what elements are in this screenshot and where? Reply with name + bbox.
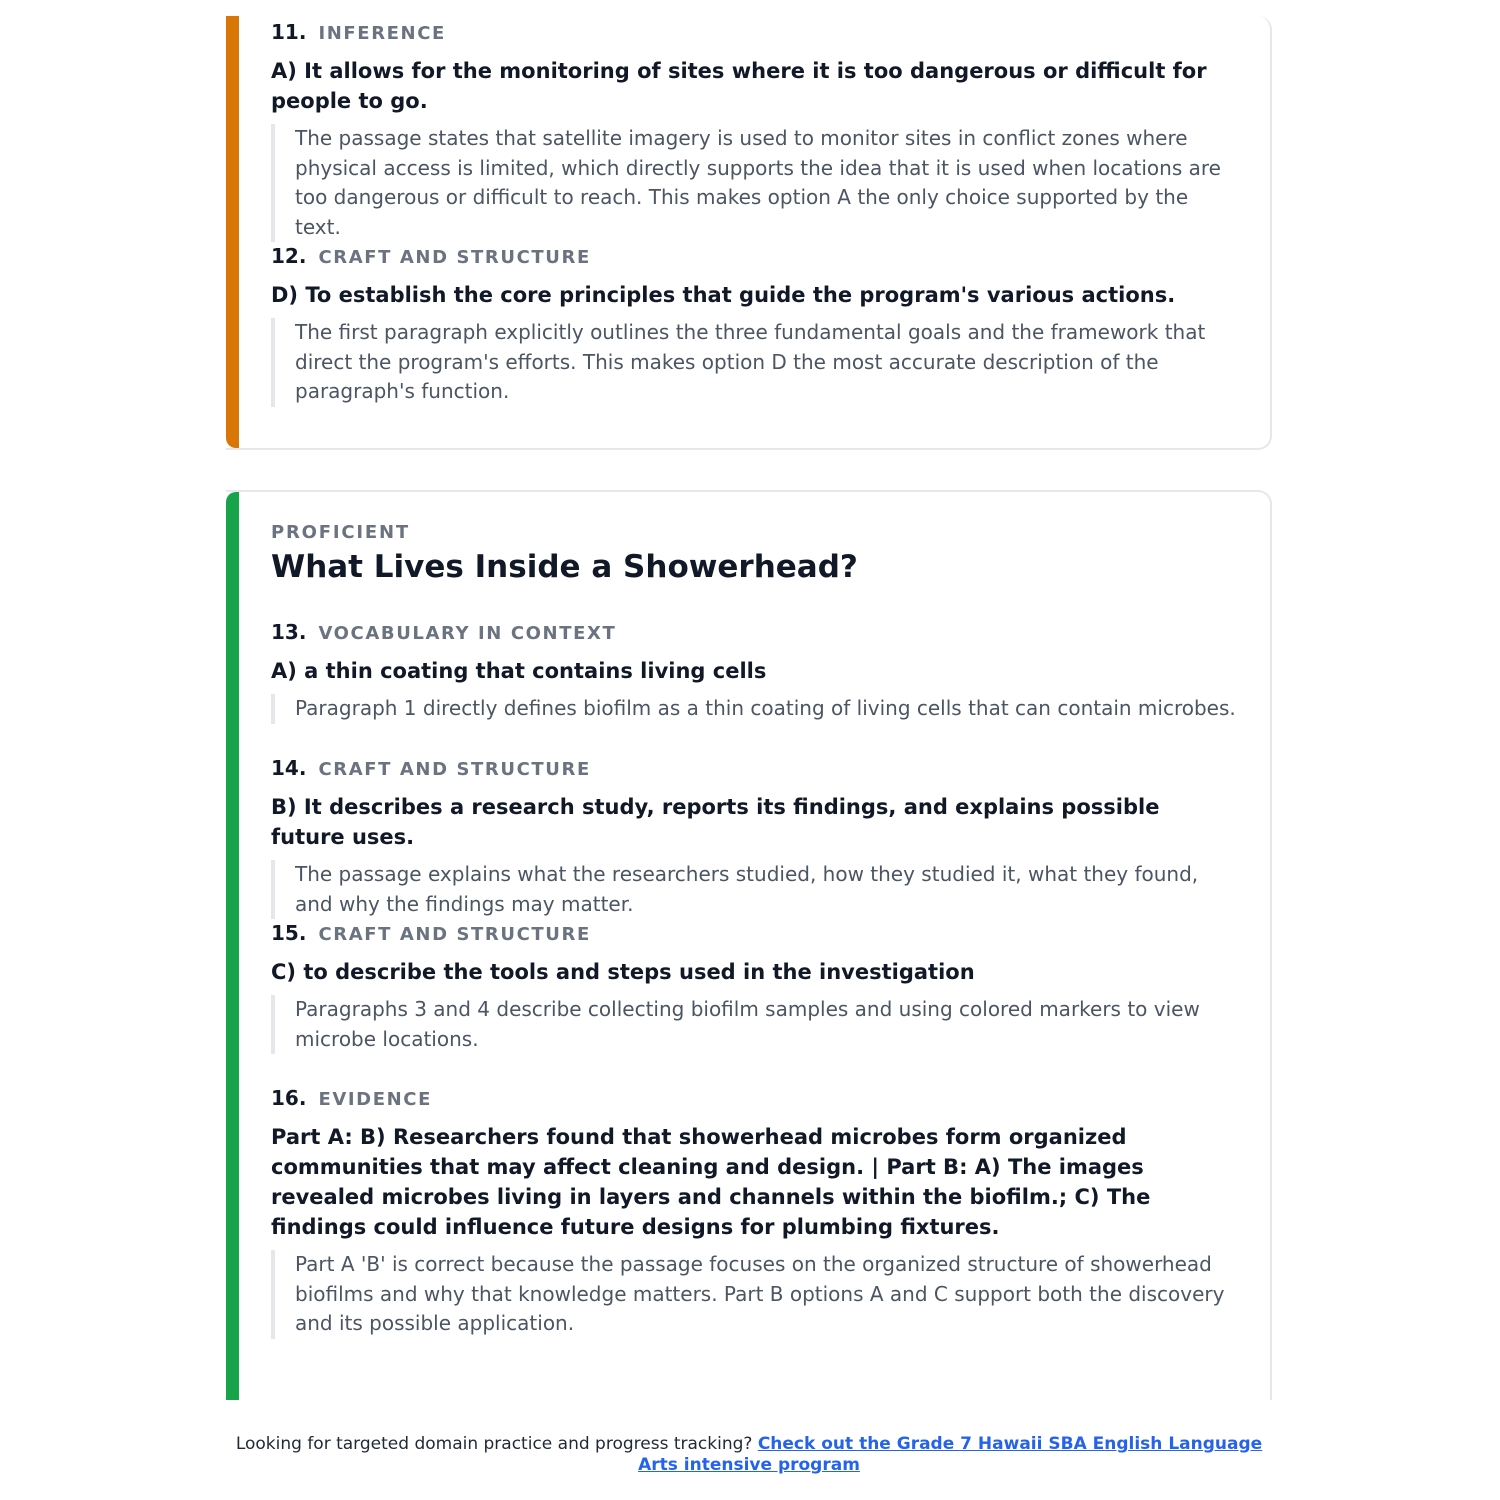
program-link[interactable]: Check out the Grade 7 Hawaii SBA English Language Arts intensive program <box>638 1434 1263 1475</box>
question-number: 12. <box>271 244 307 268</box>
question-item <box>271 244 1240 407</box>
results-card-inference <box>226 16 1272 450</box>
correct-answer: B) It describes a research study, reports its findings, and explains possible future uses. <box>271 795 1160 849</box>
question-domain: CRAFT AND STRUCTURE <box>318 247 591 268</box>
results-card-proficient <box>226 490 1272 1400</box>
section-accent-bar <box>226 16 239 448</box>
answer-explanation: Part A 'B' is correct because the passage focuses on the organized structure of showerhead biofilms and why that knowledge matters. Part B options A and C support both the discovery and its possible application. <box>271 1250 1240 1339</box>
correct-answer: Part A: B) Researchers found that showerhead microbes form organized communities that may affect cleaning and design. | Part B: A) The images revealed microbes living in layers and channels within the biofilm.; C) The findings could influence future designs for plumbing fixtures. <box>271 1125 1151 1239</box>
proficiency-level: PROFICIENT <box>271 522 410 543</box>
answer-explanation: The first paragraph explicitly outlines the three fundamental goals and the framework that direct the program's efforts. This makes option D the most accurate description of the paragraph's function. <box>271 318 1240 407</box>
question-header <box>271 620 1240 650</box>
correct-answer: C) to describe the tools and steps used in the investigation <box>271 960 975 984</box>
answer-explanation: Paragraph 1 directly defines biofilm as a thin coating of living cells that can contain microbes. <box>271 694 1240 724</box>
question-item <box>271 620 1240 724</box>
correct-answer: A) a thin coating that contains living cells <box>271 659 767 683</box>
question-number: 11. <box>271 20 307 44</box>
question-header <box>271 20 1240 50</box>
question-number: 16. <box>271 1086 307 1110</box>
question-number: 14. <box>271 756 307 780</box>
answer-explanation: The passage states that satellite imagery is used to monitor sites in conflict zones where physical access is limited, which directly supports the idea that it is used when locations are too dangerous or difficult to reach. This makes option A the only choice supported by the text. <box>271 124 1240 242</box>
section-accent-bar <box>226 492 239 1400</box>
passage-title: What Lives Inside a Showerhead? <box>271 549 858 585</box>
footer-text: Looking for targeted domain practice and progress tracking? <box>235 1434 753 1454</box>
question-domain: VOCABULARY IN CONTEXT <box>318 623 617 644</box>
correct-answer: D) To establish the core principles that guide the program's various actions. <box>271 283 1176 307</box>
question-number: 13. <box>271 620 307 644</box>
question-domain: EVIDENCE <box>318 1089 432 1110</box>
question-header <box>271 756 1240 786</box>
question-item <box>271 20 1240 242</box>
footer-promo <box>226 1434 1272 1476</box>
question-domain: CRAFT AND STRUCTURE <box>318 924 591 945</box>
question-item <box>271 756 1240 919</box>
correct-answer: A) It allows for the monitoring of sites where it is too dangerous or difficult for people to go. <box>271 59 1207 113</box>
question-item <box>271 921 1240 1054</box>
answer-explanation: The passage explains what the researchers studied, how they studied it, what they found, and why the findings may matter. <box>271 860 1240 919</box>
question-domain: INFERENCE <box>318 23 446 44</box>
question-header <box>271 244 1240 274</box>
answer-explanation: Paragraphs 3 and 4 describe collecting biofilm samples and using colored markers to view microbe locations. <box>271 995 1240 1054</box>
question-number: 15. <box>271 921 307 945</box>
question-header <box>271 921 1240 951</box>
question-item <box>271 1086 1240 1339</box>
question-domain: CRAFT AND STRUCTURE <box>318 759 591 780</box>
passage-header <box>271 522 1240 585</box>
question-header <box>271 1086 1240 1116</box>
